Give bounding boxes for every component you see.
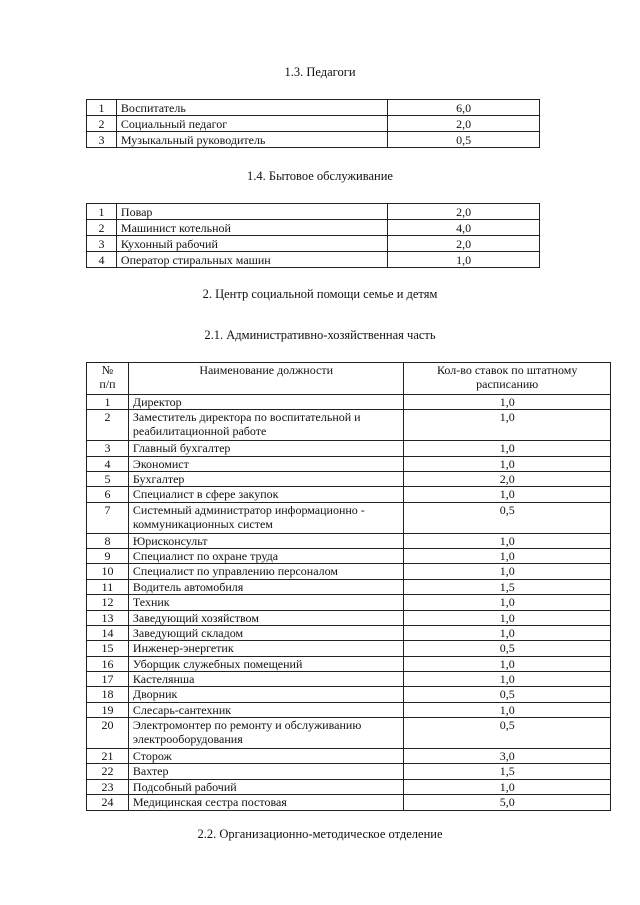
staff-rate-value: 1,0 bbox=[404, 441, 611, 456]
table-row bbox=[87, 410, 611, 441]
row-number: 13 bbox=[87, 610, 129, 625]
table-row bbox=[87, 456, 611, 471]
row-number: 1 bbox=[87, 395, 129, 410]
row-number: 7 bbox=[87, 502, 129, 533]
row-number: 4 bbox=[87, 456, 129, 471]
position-name: Подсобный рабочий bbox=[128, 779, 404, 794]
position-name: Машинист котельной bbox=[116, 220, 387, 236]
position-name-line1: Системный администратор информационно - bbox=[132, 502, 365, 517]
staff-rate-value: 5,0 bbox=[404, 795, 611, 810]
col-value-header-line2: расписанию bbox=[476, 377, 539, 391]
position-name: Бухгалтер bbox=[128, 471, 404, 486]
table-row bbox=[87, 564, 611, 579]
position-name-line2: коммуникационных систем bbox=[132, 516, 273, 531]
position-name: Специалист в сфере закупок bbox=[128, 487, 404, 502]
heading-2-2: 2.2. Организационно-методическое отделение bbox=[197, 827, 443, 841]
staff-rate-value: 1,0 bbox=[404, 533, 611, 548]
row-number: 3 bbox=[87, 236, 117, 252]
table-educators bbox=[86, 99, 540, 148]
row-number: 6 bbox=[87, 487, 129, 502]
col-value-header bbox=[404, 363, 611, 395]
position-name: Заведующий хозяйством bbox=[128, 610, 404, 625]
table-row bbox=[87, 579, 611, 594]
staff-rate-value: 1,0 bbox=[388, 252, 540, 268]
position-name: Медицинская сестра постовая bbox=[128, 795, 404, 810]
table-administrative bbox=[86, 362, 611, 811]
position-name-line1: Заместитель директора по воспитательной и bbox=[132, 410, 361, 425]
row-number: 3 bbox=[87, 132, 117, 148]
table-row bbox=[87, 100, 540, 116]
row-number: 4 bbox=[87, 252, 117, 268]
position-name bbox=[128, 410, 404, 441]
heading-1-4: 1.4. Бытовое обслуживание bbox=[247, 169, 393, 183]
staff-rate-value: 1,5 bbox=[404, 764, 611, 779]
position-name: Специалист по управлению персоналом bbox=[128, 564, 404, 579]
position-name: Водитель автомобиля bbox=[128, 579, 404, 594]
col-name-header: Наименование должности bbox=[128, 363, 404, 395]
row-number: 1 bbox=[87, 100, 117, 116]
position-name: Дворник bbox=[128, 687, 404, 702]
col-num-header bbox=[87, 363, 129, 395]
row-number: 2 bbox=[87, 116, 117, 132]
position-name: Экономист bbox=[128, 456, 404, 471]
heading-2-1: 2.1. Административно-хозяйственная часть bbox=[204, 328, 436, 342]
table-row bbox=[87, 548, 611, 563]
position-name: Специалист по охране труда bbox=[128, 548, 404, 563]
row-number: 8 bbox=[87, 533, 129, 548]
row-number: 2 bbox=[87, 410, 129, 441]
heading-1-3: 1.3. Педагоги bbox=[284, 65, 356, 79]
table-row bbox=[87, 795, 611, 810]
table-row bbox=[87, 487, 611, 502]
position-name-line1: Электромонтер по ремонту и обслуживанию bbox=[132, 718, 362, 733]
position-name: Кухонный рабочий bbox=[116, 236, 387, 252]
table-row bbox=[87, 687, 611, 702]
staff-rate-value: 2,0 bbox=[388, 116, 540, 132]
staff-rate-value: 0,5 bbox=[404, 502, 611, 533]
row-number: 14 bbox=[87, 625, 129, 640]
table-row bbox=[87, 116, 540, 132]
table-row bbox=[87, 779, 611, 794]
row-number: 3 bbox=[87, 441, 129, 456]
position-name: Социальный педагог bbox=[116, 116, 387, 132]
row-number: 16 bbox=[87, 656, 129, 671]
col-num-header-line1: № bbox=[101, 363, 114, 377]
row-number: 24 bbox=[87, 795, 129, 810]
staff-rate-value: 4,0 bbox=[388, 220, 540, 236]
position-name: Музыкальный руководитель bbox=[116, 132, 387, 148]
row-number: 12 bbox=[87, 595, 129, 610]
row-number: 20 bbox=[87, 718, 129, 749]
table-row bbox=[87, 441, 611, 456]
staff-rate-value: 3,0 bbox=[404, 749, 611, 764]
staff-rate-value: 1,0 bbox=[404, 625, 611, 640]
row-number: 1 bbox=[87, 204, 117, 220]
position-name bbox=[128, 502, 404, 533]
position-name: Сторож bbox=[128, 749, 404, 764]
position-name-line2: электрооборудования bbox=[132, 732, 243, 747]
row-number: 5 bbox=[87, 471, 129, 486]
row-number: 9 bbox=[87, 548, 129, 563]
position-name: Директор bbox=[128, 395, 404, 410]
staff-rate-value: 1,0 bbox=[404, 595, 611, 610]
position-name bbox=[128, 718, 404, 749]
staff-rate-value: 0,5 bbox=[404, 718, 611, 749]
table-row bbox=[87, 702, 611, 717]
position-name-line2: реабилитационной работе bbox=[132, 424, 267, 439]
col-value-header-line1: Кол-во ставок по штатному bbox=[437, 363, 578, 377]
position-name: Уборщик служебных помещений bbox=[128, 656, 404, 671]
row-number: 10 bbox=[87, 564, 129, 579]
table-household bbox=[86, 203, 540, 268]
table-row bbox=[87, 595, 611, 610]
table-row bbox=[87, 252, 540, 268]
table-row bbox=[87, 533, 611, 548]
row-number: 11 bbox=[87, 579, 129, 594]
table-row bbox=[87, 625, 611, 640]
col-num-header-line2: п/п bbox=[99, 377, 116, 391]
staff-rate-value: 1,5 bbox=[404, 579, 611, 594]
table-row bbox=[87, 471, 611, 486]
table-row bbox=[87, 132, 540, 148]
row-number: 18 bbox=[87, 687, 129, 702]
table-row bbox=[87, 204, 540, 220]
staff-rate-value: 1,0 bbox=[404, 702, 611, 717]
staff-rate-value: 1,0 bbox=[404, 672, 611, 687]
staff-rate-value: 1,0 bbox=[404, 410, 611, 441]
staff-rate-value: 2,0 bbox=[404, 471, 611, 486]
position-name: Юрисконсульт bbox=[128, 533, 404, 548]
table-row bbox=[87, 395, 611, 410]
position-name: Главный бухгалтер bbox=[128, 441, 404, 456]
table-row bbox=[87, 749, 611, 764]
position-name: Техник bbox=[128, 595, 404, 610]
position-name: Вахтер bbox=[128, 764, 404, 779]
staff-rate-value: 0,5 bbox=[404, 641, 611, 656]
position-name: Воспитатель bbox=[116, 100, 387, 116]
staff-rate-value: 1,0 bbox=[404, 564, 611, 579]
staff-rate-value: 2,0 bbox=[388, 204, 540, 220]
table-row bbox=[87, 672, 611, 687]
table-row bbox=[87, 220, 540, 236]
staff-rate-value: 0,5 bbox=[388, 132, 540, 148]
position-name: Слесарь-сантехник bbox=[128, 702, 404, 717]
position-name: Заведующий складом bbox=[128, 625, 404, 640]
table-header-row bbox=[87, 363, 611, 395]
staff-rate-value: 0,5 bbox=[404, 687, 611, 702]
staff-rate-value: 1,0 bbox=[404, 656, 611, 671]
staff-rate-value: 6,0 bbox=[388, 100, 540, 116]
heading-2: 2. Центр социальной помощи семье и детям bbox=[202, 287, 438, 301]
row-number: 17 bbox=[87, 672, 129, 687]
staff-rate-value: 1,0 bbox=[404, 487, 611, 502]
staff-rate-value: 1,0 bbox=[404, 779, 611, 794]
table-row bbox=[87, 718, 611, 749]
staff-rate-value: 1,0 bbox=[404, 456, 611, 471]
position-name: Повар bbox=[116, 204, 387, 220]
table-row bbox=[87, 502, 611, 533]
row-number: 2 bbox=[87, 220, 117, 236]
table-row bbox=[87, 641, 611, 656]
row-number: 19 bbox=[87, 702, 129, 717]
table-row bbox=[87, 236, 540, 252]
table-row bbox=[87, 656, 611, 671]
staff-rate-value: 2,0 bbox=[388, 236, 540, 252]
row-number: 22 bbox=[87, 764, 129, 779]
staff-rate-value: 1,0 bbox=[404, 395, 611, 410]
staff-rate-value: 1,0 bbox=[404, 610, 611, 625]
row-number: 23 bbox=[87, 779, 129, 794]
position-name: Оператор стиральных машин bbox=[116, 252, 387, 268]
row-number: 15 bbox=[87, 641, 129, 656]
table-row bbox=[87, 610, 611, 625]
table-row bbox=[87, 764, 611, 779]
row-number: 21 bbox=[87, 749, 129, 764]
position-name: Кастелянша bbox=[128, 672, 404, 687]
staff-rate-value: 1,0 bbox=[404, 548, 611, 563]
position-name: Инженер-энергетик bbox=[128, 641, 404, 656]
